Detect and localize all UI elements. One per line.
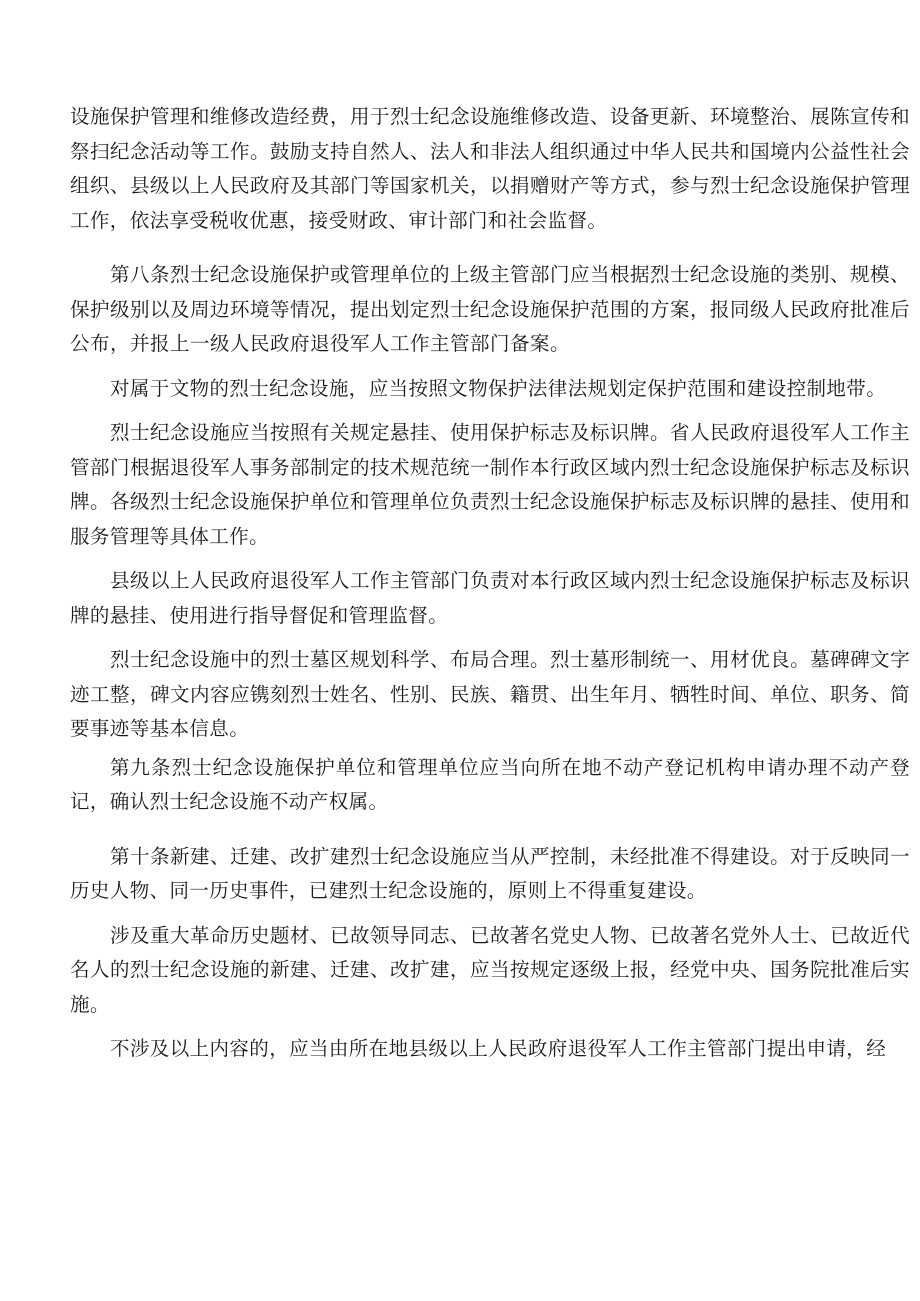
paragraph-cemetery-planning: 烈士纪念设施中的烈士墓区规划科学、布局合理。烈士墓形制统一、用材优良。墓碑碑文字迹工整，碑文内容应镌刻烈士姓名、性别、民族、籍贯、出生年月、牺牲时间、单位、职务、简要事迹等基本信息。 xyxy=(70,648,910,740)
paragraph-article-8: 第八条烈士纪念设施保护或管理单位的上级主管部门应当根据烈士纪念设施的类别、规模、保护级别以及周边环境等情况，提出划定烈士纪念设施保护范围的方案，报同级人民政府批准后公布，并报上一级人民政府退役军人工作主管部门备案。 xyxy=(70,263,911,355)
paragraph-protection-signs: 烈士纪念设施应当按照有关规定悬挂、使用保护标志及标识牌。省人民政府退役军人工作主管部门根据退役军人事务部制定的技术规范统一制作本行政区域内烈士纪念设施保护标志及标识牌。各级烈士纪念设施保护单位和管理单位负责烈士纪念设施保护标志及标识牌的悬挂、使用和服务管理等具体工作。 xyxy=(70,421,910,548)
document-page xyxy=(70,100,910,1067)
paragraph-article-9: 第九条烈士纪念设施保护单位和管理单位应当向所在地不动产登记机构申请办理不动产登记，确认烈士纪念设施不动产权属。 xyxy=(70,755,910,813)
paragraph-cultural-relics: 对属于文物的烈士纪念设施，应当按照文物保护法律法规划定保护范围和建设控制地带。 xyxy=(110,376,887,400)
paragraph-funding: 设施保护管理和维修改造经费，用于烈士纪念设施维修改造、设备更新、环境整治、展陈宣传和祭扫纪念活动等工作。鼓励支持自然人、法人和非法人组织通过中华人民共和国境内公益性社会组织、县级以上人民政府及其部门等国家机关，以捐赠财产等方式，参与烈士纪念设施保护管理工作，依法享受税收优惠，接受财政、审计部门和社会监督。 xyxy=(70,105,910,232)
paragraph-local-application: 不涉及以上内容的，应当由所在地县级以上人民政府退役军人工作主管部门提出申请，经 xyxy=(110,1037,887,1060)
paragraph-sign-supervision: 县级以上人民政府退役军人工作主管部门负责对本行政区域内烈士纪念设施保护标志及标识牌的悬挂、使用进行指导督促和管理监督。 xyxy=(70,569,910,627)
paragraph-major-approval: 涉及重大革命历史题材、已故领导同志、已故著名党史人物、已故著名党外人士、已故近代名人的烈士纪念设施的新建、迁建、改扩建，应当按规定逐级上报，经党中央、国务院批准后实施。 xyxy=(70,923,910,1016)
paragraph-article-10: 第十条新建、迁建、改扩建烈士纪念设施应当从严控制，未经批准不得建设。对于反映同一历史人物、同一历史事件，已建烈士纪念设施的，原则上不得重复建设。 xyxy=(70,844,910,902)
